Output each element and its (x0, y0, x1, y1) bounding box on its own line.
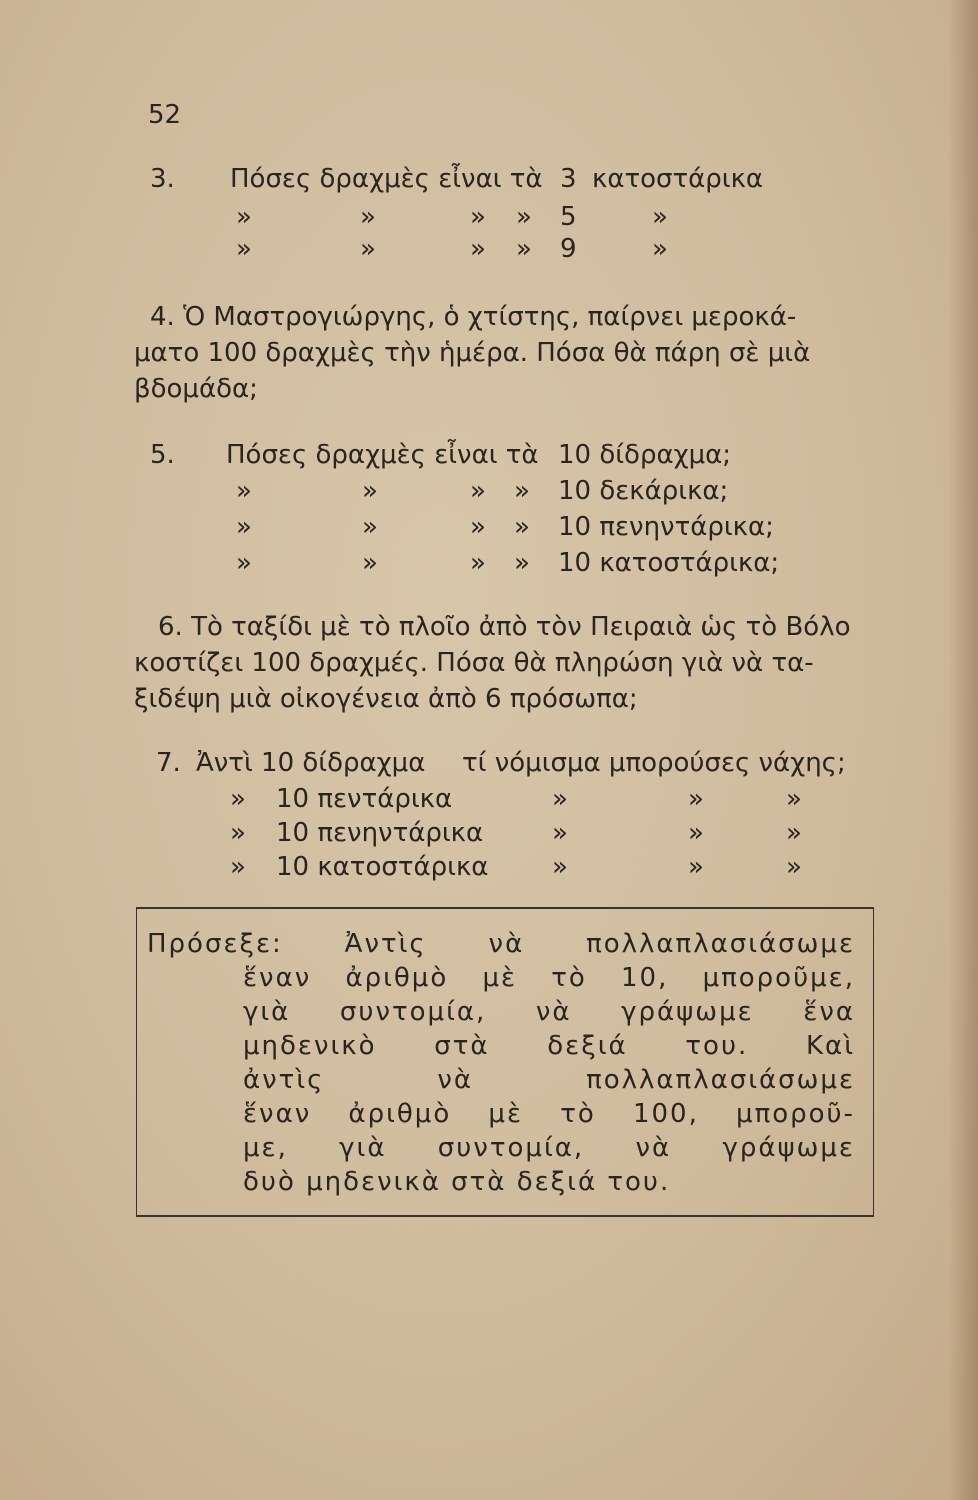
ex3-unit-1: κατοστάρικα (592, 164, 764, 194)
note-box (136, 907, 874, 1217)
ex4-line-2: ματο 100 δραχμὲς τὴν ἡμέρα. Πόσα θὰ πάρη σὲ μιὰ (134, 338, 811, 368)
note-line-6: ἕναν ἀριθμὸ μὲ τὸ 100, μποροῦ- (243, 1099, 855, 1129)
ex5-row-3: 10 πενηντάρικα; (558, 512, 774, 542)
ex7-row-3: 10 κατοστάρικα (276, 852, 489, 882)
ditto-mark: » (236, 234, 252, 264)
ex7-number: 7. (156, 748, 181, 778)
ditto-mark: » (516, 202, 532, 232)
ditto-mark: » (230, 852, 246, 882)
ex3-unit-2: » (652, 202, 668, 232)
ditto-mark: » (552, 852, 568, 882)
ex6-line-1: 6. Τὸ ταξίδι μὲ τὸ πλοῖο ἀπὸ τὸν Πειραιὰ ὡς τὸ Βόλο (158, 612, 851, 642)
ditto-mark: » (688, 784, 704, 814)
ex4-line-1: 4. Ὁ Μαστρογιώργης, ὁ χτίστης, παίρνει μεροκά- (150, 302, 797, 332)
ditto-mark: » (470, 476, 486, 506)
ex5-number: 5. (150, 440, 175, 470)
ditto-mark: » (360, 234, 376, 264)
ex3-number: 3. (150, 164, 175, 194)
ex5-row-4: 10 κατοστάρικα; (558, 548, 780, 578)
ex5-row-1: 10 δίδραχμα; (558, 440, 732, 470)
ex5-row-2: 10 δεκάρικα; (558, 476, 729, 506)
ditto-mark: » (230, 784, 246, 814)
ex3-question: Πόσες δραχμὲς εἶναι τὰ (230, 164, 543, 194)
page-number: 52 (148, 100, 182, 130)
ex7-first: Ἀντὶ 10 δίδραχμα (196, 748, 426, 778)
note-line-8: δυὸ μηδενικὰ στὰ δεξιά του. (243, 1167, 671, 1197)
ditto-mark: » (470, 512, 486, 542)
ex6-line-3: ξιδέψη μιὰ οἰκογένεια ἀπὸ 6 πρόσωπα; (134, 684, 638, 714)
page-edge-shadow (948, 0, 978, 1500)
note-line-2: ἕναν ἀριθμὸ μὲ τὸ 10, μποροῦμε, (243, 963, 855, 993)
ditto-mark: » (360, 202, 376, 232)
ditto-mark: » (470, 202, 486, 232)
ex7-row-2: 10 πενηντάρικα (276, 818, 484, 848)
note-line-4: μηδενικὸ στὰ δεξιά του. Καὶ (243, 1031, 855, 1061)
ditto-mark: » (236, 548, 252, 578)
ditto-mark: » (786, 852, 802, 882)
ex7-question: τί νόμισμα μπορούσες νάχης; (462, 748, 846, 778)
ditto-mark: » (552, 818, 568, 848)
ex6-line-2: κοστίζει 100 δραχμές. Πόσα θὰ πληρώση γιὰ νὰ τα- (134, 648, 814, 678)
note-line-5: ἀντὶς νὰ πολλαπλασιάσωμε (243, 1065, 855, 1095)
ditto-mark: » (362, 512, 378, 542)
ditto-mark: » (236, 476, 252, 506)
ditto-mark: » (688, 818, 704, 848)
ex3-value-1: 3 (560, 164, 577, 194)
ditto-mark: » (514, 548, 530, 578)
ex4-line-3: βδομάδα; (134, 374, 258, 404)
ditto-mark: » (786, 784, 802, 814)
ex5-question: Πόσες δραχμὲς εἶναι τὰ (226, 440, 539, 470)
ditto-mark: » (236, 512, 252, 542)
ditto-mark: » (688, 852, 704, 882)
ditto-mark: » (552, 784, 568, 814)
ex3-value-2: 5 (560, 202, 577, 232)
note-line-1: Πρόσεξε: Ἀντὶς νὰ πολλαπλασιάσωμε (147, 929, 855, 959)
ex7-row-1: 10 πεντάρικα (276, 784, 453, 814)
ditto-mark: » (514, 512, 530, 542)
ditto-mark: » (786, 818, 802, 848)
ditto-mark: » (514, 476, 530, 506)
note-line-7: με, γιὰ συντομία, νὰ γράψωμε (243, 1133, 855, 1163)
note-line-3: γιὰ συντομία, νὰ γράψωμε ἕνα (243, 997, 855, 1027)
ditto-mark: » (236, 202, 252, 232)
ditto-mark: » (362, 548, 378, 578)
ditto-mark: » (516, 234, 532, 264)
ditto-mark: » (362, 476, 378, 506)
ditto-mark: » (470, 234, 486, 264)
ex3-value-3: 9 (560, 234, 577, 264)
ditto-mark: » (470, 548, 486, 578)
ditto-mark: » (230, 818, 246, 848)
ex3-unit-3: » (652, 234, 668, 264)
